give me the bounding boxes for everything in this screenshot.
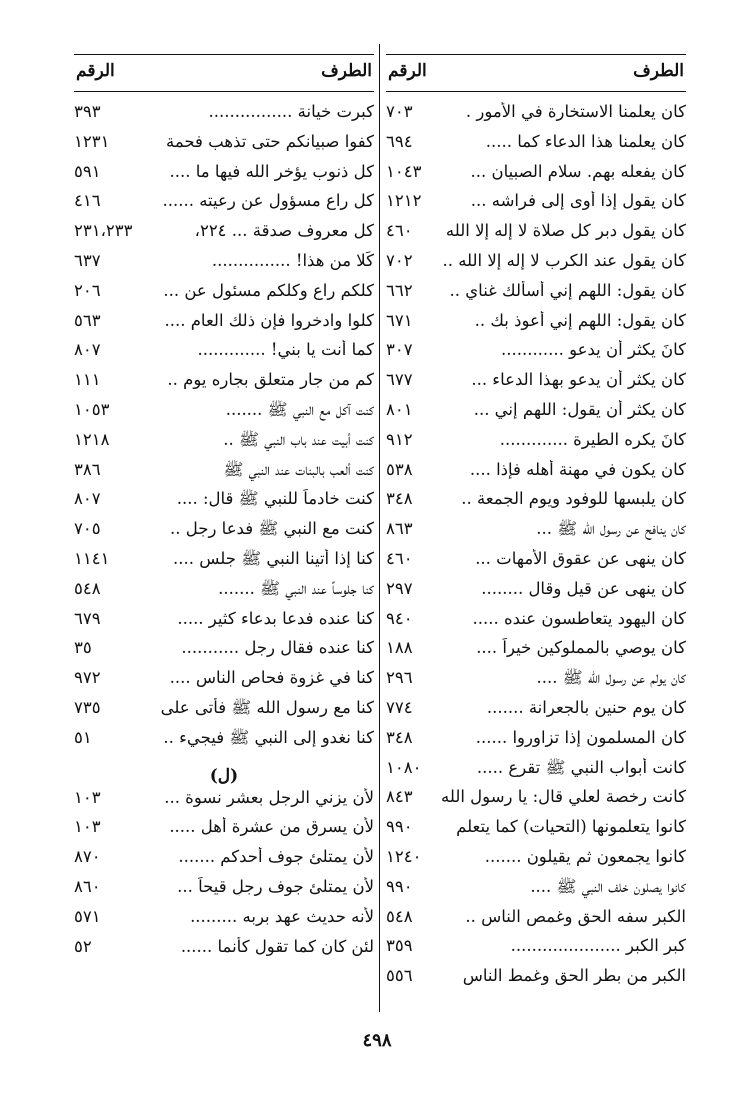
index-entry — [386, 549, 686, 579]
index-column-left — [74, 54, 374, 966]
entry-number: ٥٣٨ — [386, 459, 413, 479]
entry-number: ٩٧٢ — [74, 668, 101, 688]
index-entry — [74, 519, 374, 549]
index-entry — [386, 162, 686, 192]
entry-number: ٢٩٧ — [386, 578, 413, 598]
entry-number: ٦٣٧ — [74, 250, 101, 270]
index-entry — [74, 191, 374, 221]
entry-number: ٩١٢ — [386, 429, 413, 449]
entry-text: كانَ يكره الطيرة ............. — [499, 429, 686, 449]
entry-number: ٥٧١ — [74, 906, 101, 926]
entry-text: كان يقول: اللهم إني أسألك غناي .. — [449, 280, 686, 300]
index-entry — [386, 877, 686, 907]
entry-text: كان ينهى عن قيل وقال ........ — [481, 578, 686, 598]
column-header — [386, 54, 686, 92]
header-term: الطرف — [321, 61, 372, 81]
entry-text: كان يقول عند الكرب لا إله إلا الله .. — [442, 250, 686, 270]
entry-text: كانت رخصة لعلي قال: يا رسول الله — [441, 787, 686, 807]
index-entry — [74, 638, 374, 668]
entry-number: ٣٥ — [74, 638, 92, 658]
entry-text: كنت مع النبي ﷺ فدعا رجل .. — [170, 519, 374, 539]
index-entry — [74, 370, 374, 400]
index-entry — [74, 221, 374, 251]
entry-text: كان يقول دبر كل صلاة لا إله إلا الله — [445, 221, 686, 241]
index-entry — [386, 340, 686, 370]
index-entry — [74, 907, 374, 937]
entry-text: كفوا صبيانكم حتى تذهب فحمة — [166, 131, 374, 151]
entry-text: الكبر سفه الحق وغمص الناس .. — [465, 906, 686, 926]
entry-text: كنا مع رسول الله ﷺ فأتى على — [160, 697, 374, 717]
entry-number: ٧٠٥ — [74, 519, 101, 539]
entry-text: كان يعلمنا الاستخارة في الأمور . — [465, 102, 686, 121]
entry-number: ٥٦٣ — [74, 310, 101, 330]
entry-text: كان ينهى عن عقوق الأمهات ... — [475, 548, 686, 568]
index-entry — [386, 609, 686, 639]
entry-text: كنا في غزوة فحاص الناس .... — [169, 668, 374, 688]
entry-number: ٤٦٠ — [386, 548, 413, 568]
entry-number: ٦٧٧ — [386, 370, 413, 390]
entry-text: كنا عنده فدعا بدعاء كثير ..... — [177, 608, 374, 628]
header-number: الرقم — [76, 61, 115, 81]
entry-text: كانَ يكثر أن يدعو ............ — [500, 340, 686, 360]
entry-number: ٧٧٤ — [386, 697, 413, 717]
entry-text: كم من جار متعلق بجاره يوم .. — [167, 370, 374, 390]
index-entry — [386, 936, 686, 966]
entry-number: ١١٤١ — [74, 548, 110, 568]
entry-text: كبرت خيانة ................ — [208, 102, 374, 121]
entry-text: كان يوصي بالمملوكين خيراً .... — [476, 638, 686, 658]
entry-text: كل راع مسؤول عن رعيته ...... — [162, 191, 374, 211]
entry-number: ٢٣١،٢٣٣ — [74, 221, 133, 241]
entry-text: كنا عنده فقال رجل ........... — [181, 638, 374, 658]
entry-number: ٣٠٧ — [386, 340, 413, 360]
index-entry — [74, 162, 374, 192]
entry-number: ١٢٣١ — [74, 131, 110, 151]
entry-text: كنا جلوساً عند النبي ﷺ ....... — [218, 578, 374, 598]
index-entry — [386, 489, 686, 519]
entry-text: كانت أبواب النبي ﷺ تقرع ..... — [476, 757, 686, 777]
entry-number: ١٢٤٠ — [386, 846, 422, 866]
entry-number: ٣٤٨ — [386, 727, 413, 747]
entry-number: ٢٩٦ — [386, 668, 413, 688]
entry-text: كنت آكل مع النبي ﷺ ....... — [225, 399, 374, 419]
entry-number: ٥٥٦ — [386, 966, 413, 986]
index-entry — [74, 102, 374, 132]
index-entry — [74, 340, 374, 370]
entry-number: ٩٩٠ — [386, 876, 413, 896]
entry-text: كان يكثر أن يدعو بهذا الدعاء ... — [471, 370, 686, 390]
section-heading-lam: (ل) — [209, 765, 239, 786]
entry-text: كان يعلمنا هذا الدعاء كما ..... — [485, 131, 686, 151]
entry-list-right — [386, 102, 686, 996]
entry-text: كان ينافح عن رسول الله ﷺ ... — [536, 519, 686, 539]
entry-number: ٩٤٠ — [386, 608, 413, 628]
index-entry — [74, 132, 374, 162]
index-entry — [386, 579, 686, 609]
entry-number: ٦٧٩ — [74, 608, 101, 628]
entry-number: ٤٦٠ — [386, 221, 413, 241]
index-entry — [386, 400, 686, 430]
index-entry — [386, 251, 686, 281]
index-entry — [74, 311, 374, 341]
index-column-right — [386, 54, 686, 996]
entry-number: ٨٠١ — [386, 399, 413, 419]
entry-number: ٨٠٧ — [74, 340, 101, 360]
entry-text: لأن يمتلئ جوف رجلٍ قيحاً ... — [177, 876, 374, 896]
index-entry — [74, 549, 374, 579]
column-header — [74, 54, 374, 92]
entry-text: كنت ألعب بالبنات عند النبي ﷺ — [223, 459, 374, 479]
index-entry — [74, 668, 374, 698]
entry-number: ١٠٥٣ — [74, 399, 110, 419]
entry-number: ٨٠٧ — [74, 489, 101, 509]
entry-text: كلوا وادخروا فإن ذلك العام .... — [164, 310, 374, 330]
index-entry — [386, 430, 686, 460]
index-entry — [386, 221, 686, 251]
entry-number: ١٨٨ — [386, 638, 413, 658]
entry-number: ١٢١٨ — [74, 429, 110, 449]
header-number: الرقم — [388, 61, 427, 81]
entry-number: ٩٩٠ — [386, 817, 413, 837]
entry-number: ٦٦٢ — [386, 280, 413, 300]
index-entry — [74, 251, 374, 281]
entry-text: لأن يمتلئ جوف أحدكم ....... — [178, 847, 374, 867]
index-entry — [74, 728, 374, 758]
entry-text: كان يلبسها للوفود ويوم الجمعة .. — [461, 489, 686, 509]
index-entry — [386, 668, 686, 698]
entry-text: كان المسلمون إذا تزاوروا ...... — [475, 727, 686, 747]
entry-text: كبر الكبر ..................... — [510, 936, 686, 956]
entry-number: ١٠٣ — [74, 817, 101, 837]
entry-text: كان يولم عن رسول الله ﷺ .... — [536, 668, 686, 688]
index-entry — [74, 400, 374, 430]
index-entry — [74, 281, 374, 311]
entry-number: ٥٤٨ — [74, 578, 101, 598]
index-entry — [386, 966, 686, 996]
entry-number: ٥٩١ — [74, 161, 101, 181]
index-entry — [386, 817, 686, 847]
entry-number: ١٢١٢ — [386, 191, 422, 211]
entry-number: ٦٧١ — [386, 310, 413, 330]
entry-text: كنا إذا أتينا النبي ﷺ جلس .... — [173, 548, 374, 568]
index-entry — [386, 281, 686, 311]
entry-list-left-b — [74, 788, 374, 967]
index-entry — [74, 847, 374, 877]
entry-number: ٧٠٣ — [386, 102, 413, 121]
entry-text: كانوا يتعلمونها (التحيات) كما يتعلم — [456, 817, 686, 837]
entry-number: ٦٩٤ — [386, 131, 413, 151]
entry-text: كنت خادماً للنبي ﷺ قال: .... — [176, 489, 374, 509]
entry-text: كان يكثر أن يقول: اللهم إني ... — [473, 399, 686, 419]
entry-text: كانوا يصلون خلف النبي ﷺ .... — [530, 876, 686, 896]
entry-text: كَلا من هذا! ............... — [211, 250, 374, 270]
entry-number: ١١١ — [74, 370, 101, 390]
entry-text: كنا نغدو إلى النبي ﷺ فيجيء .. — [163, 727, 374, 747]
index-entry — [74, 489, 374, 519]
entry-text: كان يكون في مهنة أهله فإذا .... — [469, 459, 686, 479]
entry-number: ٣٩٣ — [74, 102, 101, 121]
index-entry — [386, 698, 686, 728]
index-entry — [74, 877, 374, 907]
entry-text: لأن يزني الرجل بعشر نسوة ... — [164, 787, 374, 807]
index-entry — [386, 638, 686, 668]
index-entry — [74, 579, 374, 609]
entry-list-left-a — [74, 102, 374, 758]
index-entry — [74, 817, 374, 847]
entry-number: ٧٠٢ — [386, 250, 413, 270]
index-entry — [74, 460, 374, 490]
page-number: ٤٩٨ — [362, 1030, 392, 1051]
entry-number: ٨٤٣ — [386, 787, 413, 807]
entry-number: ٣٤٨ — [386, 489, 413, 509]
entry-text: كان يقول إذا أوى إلى فراشه ... — [470, 191, 686, 211]
index-entry — [386, 460, 686, 490]
entry-number: ١٠٤٣ — [386, 161, 422, 181]
column-divider — [379, 44, 380, 1012]
index-entry — [74, 430, 374, 460]
entry-number: ٣٨٦ — [74, 459, 101, 479]
entry-text: كنت أبيت عند باب النبي ﷺ .. — [223, 429, 374, 449]
entry-text: كان يقول: اللهم إني أعوذ بك .. — [474, 310, 686, 330]
entry-number: ١٠٣ — [74, 787, 101, 807]
index-entry — [386, 311, 686, 341]
entry-number: ٨٦٠ — [74, 876, 101, 896]
index-entry — [74, 609, 374, 639]
index-entry — [74, 698, 374, 728]
entry-number: ٣٥٩ — [386, 936, 413, 956]
entry-number: ٥٤٨ — [386, 906, 413, 926]
entry-text: كانوا يجمعون ثم يقيلون ....... — [484, 846, 686, 866]
index-entry — [386, 787, 686, 817]
index-entry — [386, 191, 686, 221]
index-entry — [386, 132, 686, 162]
index-entry — [386, 758, 686, 788]
entry-text: كلكم راع وكلكم مسئول عن ... — [163, 280, 374, 300]
index-entry — [386, 847, 686, 877]
index-entry — [386, 728, 686, 758]
entry-text: كما أنت يا بني! ............. — [197, 340, 374, 360]
entry-number: ٥١ — [74, 727, 92, 747]
entry-number: ٨٧٠ — [74, 847, 101, 867]
entry-text: الكبر من بطر الحق وغمط الناس — [462, 966, 686, 986]
index-entry — [74, 788, 374, 818]
entry-number: ٥٢ — [74, 936, 92, 956]
entry-number: ٢٠٦ — [74, 280, 101, 300]
entry-text: كان يوم حنين بالجعرانة ....... — [486, 697, 686, 717]
index-entry — [386, 370, 686, 400]
entry-text: لأنه حديث عهد بربه ......... — [190, 906, 374, 926]
entry-number: ١٠٨٠ — [386, 757, 422, 777]
index-entry — [386, 519, 686, 549]
index-entry — [386, 907, 686, 937]
index-entry — [74, 937, 374, 967]
entry-text: لأن يسرق من عشرة أهل ..... — [169, 817, 374, 837]
entry-text: لئن كان كما تقول كأنما ...... — [180, 936, 374, 956]
index-entry — [386, 102, 686, 132]
entry-number: ٧٣٥ — [74, 697, 101, 717]
entry-text: كان يفعله بهم. سلام الصبيان ... — [470, 161, 686, 181]
entry-text: كل معروف صدقة ... ٢٢٤، — [194, 221, 374, 241]
header-term: الطرف — [633, 61, 684, 81]
entry-number: ٨٦٣ — [386, 519, 413, 539]
entry-number: ٤١٦ — [74, 191, 101, 211]
entry-text: كان اليهود يتعاطسون عنده ..... — [472, 608, 686, 628]
entry-text: كل ذنوب يؤخر الله فيها ما .... — [169, 161, 374, 181]
